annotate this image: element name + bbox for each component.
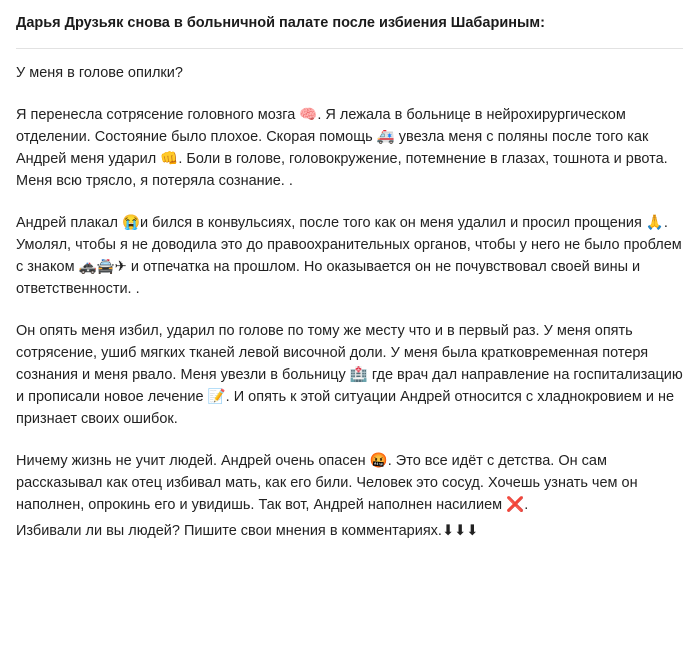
post-paragraph-1: Я перенесла сотрясение головного мозга 🧠. Я лежала в больнице в нейрохирургическом отделении. Состояние было плохое. Скорая помощь 🚑 увезла меня с поляны после того как Андрей меня ударил 👊. Боли в голове, головокружение, потемнение в глазах, тошнота и рвота. Меня всю трясло, я потеряла сознание. . <box>16 106 668 189</box>
post-paragraph-2: Андрей плакал 😭и бился в конвульсиях, после того как он меня удалил и просил прощения 🙏. Умолял, чтобы я не доводила это до правоохранительных органов, чтобы у него не было проблем с знаком 🚓🚔✈ и отпечатка на прошлом. Но оказывается он не почувствовал своей вины и ответственности. . <box>16 214 682 297</box>
divider <box>16 48 683 49</box>
post-closing-line: Избивали ли вы людей? Пишите свои мнения в комментариях.⬇⬇⬇ <box>16 523 479 540</box>
post-paragraph-3: Он опять меня избил, ударил по голове по тому же месту что и в первый раз. У меня опять сотрясение, ушиб мягких тканей левой височной доли. У меня была кратковременная потеря сознания и меня рвало. Меня увезли в больницу 🏥 где врач дал направление на госпитализацию и прописали новое лечение 📝. И опять к этой ситуации Андрей относится с хладнокровием и не признает своих ошибок. <box>16 322 683 427</box>
post-paragraph-4: Ничему жизнь не учит людей. Андрей очень опасен 🤬. Это все идёт с детства. Он сам рассказывал как отец избивал мать, как его били. Человек это сосуд. Хочешь узнать чем он наполнен, опрокинь его и увидишь. Так вот, Андрей наполнен насилием ❌. <box>16 453 638 514</box>
post-question-line: У меня в голове опилки? <box>16 64 183 81</box>
page-title: Дарья Друзьяк снова в больничной палате после избиения Шабариным: <box>16 15 545 31</box>
